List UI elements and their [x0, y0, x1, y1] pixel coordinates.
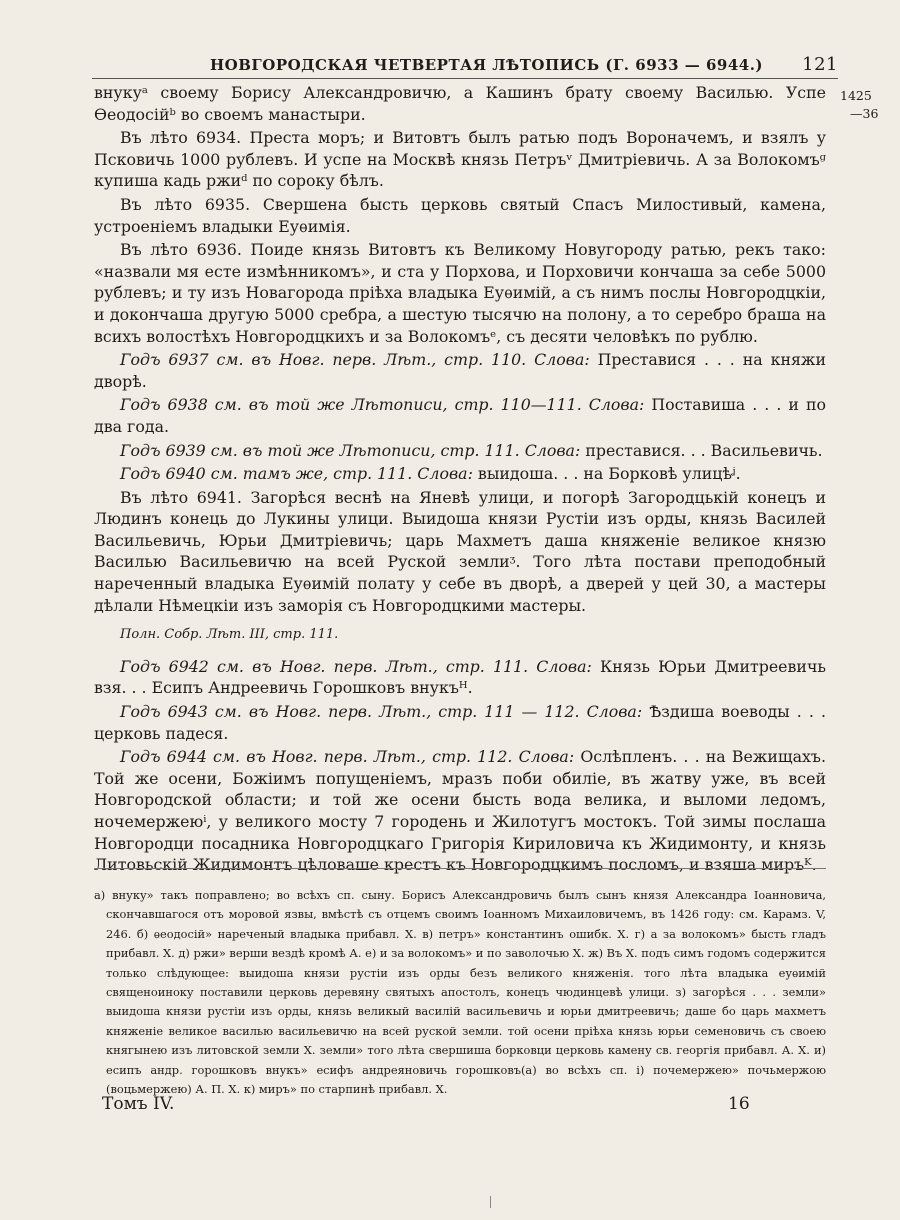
volume-label: Томъ IV.	[102, 1094, 175, 1114]
reference-citation: Годъ 6939 см. въ той же Лѣтописи, стр. 111. Слова:	[120, 440, 581, 460]
year-reference	[94, 440, 826, 462]
year-reference	[94, 746, 826, 876]
footnote-text: а) внуку» такъ поправлено; во всѣхъ сп. сыну. Борисъ Александровичь былъ сынъ князя Александра Іоанновича, скончавшагося отъ моровой язвы, вмѣстѣ съ отцемъ своимъ Іоанномъ Михаиловичемъ, въ 1426 году: см. Карамз. V, 246. б) ѳеодосій» нареченый владыка прибавл. Х. в) петръ» константинъ ошибк. Х. г) а за волокомъ» бысть гладъ прибавл. Х. д) ржи» верши вездѣ кромѣ А. е) и за волокомъ» и по заволочью Х. ж) Въ Х. подъ симъ годомъ содержится только слѣдующее: выидоша князи рустіи изъ орды безъ великого княженія. того лѣта владыка еуѳимій священоиноку поставили церковь деревяну святыхъ апостолъ, конецъ чюдинцевѣ улици. з) загорѣся . . . земли» выидоша князи рустіи изъ орды, князь великый василій васильевичь и юрьи дмитреевичь; даше бо царь махметъ княженіе великое василью васильевичю на всей руской земли. той осени пріѣха князь юрьи семеновичь съ своею княгынею изъ литовской земли Х. земли» того лѣта свершиша борковци церковь камену св. георгія прибавл. А. Х. и) есипъ андр. горошковъ внукъ» есифъ андреяновичь горошковъ(а) во всѣхъ сп. і) почемержею» почьмержою (воцьмержею) А. П. Х. к) миръ» по старпинѣ прибавл. Х.	[94, 888, 826, 1097]
running-header	[92, 52, 838, 76]
year-reference	[94, 656, 826, 699]
reference-citation: Годъ 6942 см. въ Новг. перв. Лѣт., стр. 111. Слова:	[120, 656, 592, 676]
year-reference	[94, 394, 826, 437]
paragraph: внукуᵃ своему Борису Александровичю, а Кашинъ брату своему Василью. Успе Ѳеодосійᵇ во своемъ манастыри.	[94, 83, 826, 124]
year-reference	[94, 463, 826, 485]
reference-text: Преставися . . . на княжи дворѣ.	[94, 350, 826, 391]
paragraph: Въ лѣто 6934. Преста моръ; и Витовтъ былъ ратью подъ Ворoначемъ, и взялъ у Псковичь 1000 рублевъ. И успе на Москвѣ князь Петръᵛ Дмитріевичь. А за Волокомъᵍ купиша кадь ржиᵈ по сороку бѣлъ.	[94, 128, 826, 191]
signature-mark: 16	[728, 1094, 750, 1114]
reference-citation: Годъ 6944 см. въ Новг. перв. Лѣт., стр. 112. Слова:	[120, 747, 575, 767]
footnotes	[94, 886, 826, 1099]
reference-citation: Годъ 6943 см. въ Новг. перв. Лѣт., стр. 111 — 112. Слова:	[120, 702, 643, 722]
reference-citation: Годъ 6940 см. тамъ же, стр. 111. Слова:	[120, 464, 473, 484]
printer-mark	[490, 1196, 491, 1208]
header-title: НОВГОРОДСКАЯ ЧЕТВЕРТАЯ ЛѢТОПИСЬ (Г. 6933 — 6944.)	[210, 56, 764, 74]
footnote-rule	[94, 868, 826, 869]
main-text	[94, 82, 826, 878]
page-number: 121	[802, 54, 838, 75]
reference-text: Князь Юрьи Дмитреевичь взя. . . Есипъ Андреевичь Горошковъ внукъᴴ.	[94, 656, 826, 698]
reference-text: преставися. . . Васильевичь.	[580, 440, 823, 460]
reference-text: Поставиша . . . и по два года.	[94, 395, 827, 436]
margin-year-top: 1425	[840, 88, 872, 103]
reference-citation: Годъ 6938 см. въ той же Лѣтописи, стр. 110—111. Слова:	[120, 395, 645, 415]
year-reference	[94, 349, 826, 392]
reference-text: Ослѣпленъ. . . на Вежищахъ. Той же осени, Божіимъ попущеніемъ, мразъ поби обиліе, въ жатву уже, въ всей Новгородской области; и той же осени бысть вода велика, и выломи ледомъ, ночемержеюⁱ, у великого мосту 7 городень и Жилотугъ мостокъ. Той зимы послаша Новгородци посадника Новгородцкаго Григорія Кириловича къ Жидимонту, и князь Литовьскій Жидимонтъ цѣловаше крестъ къ Новгородцкимъ посломъ, и взяша миръᴷ.	[94, 747, 827, 875]
reference-text: Ѣздиша воеводы . . . церковь падеся.	[94, 702, 826, 743]
paragraph: Въ лѣто 6941. Загорѣся веснѣ на Яневѣ улици, и погорѣ Загородцькій конецъ и Людинъ конець до Лукины улици. Выидоша князи Рустіи изъ орды, князь Василей Васильевичь, Юрьи Дмитріевичь; царь Махметъ даша княженіе великое князю Василью Васильевичю на всей Руской землиᶾ. Того лѣта постави преподобный нареченный владыка Еуѳимій полату у себе въ дворѣ, а дверей у цей 30, а мастеры дѣлали Нѣмецкіи изъ заморія съ Новгородцкими мастеры.	[94, 487, 826, 615]
source-citation: Полн. Собр. Лѣт. III, стр. 111.	[120, 627, 339, 643]
paragraph: Въ лѣто 6935. Свершена бысть церковь святый Спасъ Милостивый, камена, устроеніемъ владыки Еуѳимія.	[94, 194, 826, 236]
margin-year-bottom: —36	[850, 106, 879, 121]
header-rule	[92, 78, 838, 79]
paragraph: Въ лѣто 6936. Поиде князь Витовтъ къ Великому Новугороду ратью, рекъ тако: «назвали мя есте измѣнникомъ», и ста у Порхова, и Порховичи кончаша за себе 5000 рублевъ; и ту изъ Новагорода пріѣха владыка Еуѳимій, а съ нимъ послы Новгородцкіи, и докончаша другую 5000 сребра, а шестую тысячю на полону, а то серебро браша на всихъ волостѣхъ Новгородцкихъ и за Волокомъᵉ, съ десяти человѣкъ по рублю.	[94, 240, 826, 346]
reference-citation: Годъ 6937 см. въ Новг. перв. Лѣт., стр. 110. Слова:	[120, 350, 590, 370]
year-reference	[94, 701, 826, 744]
reference-text: выидоша. . . на Борковѣ улицѣᶨ.	[472, 464, 741, 484]
